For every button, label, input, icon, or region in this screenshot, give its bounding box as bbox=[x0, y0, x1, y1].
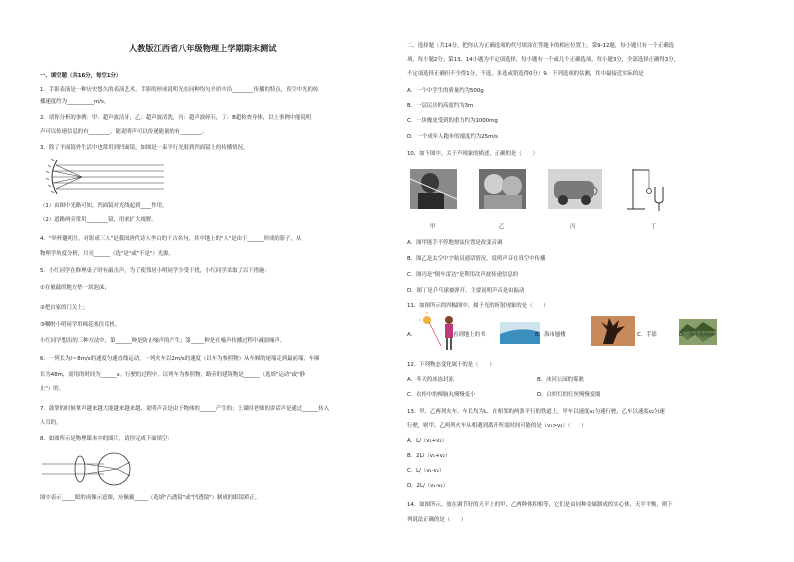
q10-label-yi: 乙 bbox=[499, 224, 505, 230]
q11-option-a-label: A． bbox=[407, 332, 417, 338]
q7-line2: 人耳的。 bbox=[40, 420, 62, 426]
section-choice-line3: 不定项选择正确但不全得1分，不选、多选或错选得0分）9．下列选项的估测，其中最接近实际的是 bbox=[407, 71, 644, 77]
concave-mirror-figure bbox=[42, 158, 167, 196]
q2-line2: 声可以传递信息的有________，能说明声可以传递能量的有________。 bbox=[40, 129, 208, 135]
q10-label-bing: 丙 bbox=[570, 224, 576, 230]
q5-item2: ②把自家的门关上； bbox=[40, 305, 88, 311]
q13-line1: 13．甲、乙两列火车，车长均为L，在相邻的两条平行的铁道上，甲车以速度v₁匀速行驶，乙车以速度v₂匀速 bbox=[407, 409, 665, 415]
section-fill-blank: 一、填空题（共16分，每空1分） bbox=[40, 73, 122, 79]
section-choice-line2: 项，每小题2分；第13、14小题为不定项选择，每小题有一个或几个正确选项，每小题3分，全部选择正确得3分， bbox=[407, 57, 679, 63]
q3-line1: 3．除了平面镜外生活中也常用到凹面镜，如图是一束平行光射到凹面镜上的传播情况。 bbox=[40, 145, 249, 151]
q4-line2: 物理学角度分析，月亮______（选"是"或"不是"）光源。 bbox=[40, 251, 174, 257]
q5-item1: ①在被敲的地方垫一块泡沫； bbox=[40, 285, 110, 291]
q13-option-d: D．2L/（v₁-v₂） bbox=[407, 483, 449, 489]
page-title: 人教版江西省八年级物理上学期期末测试 bbox=[129, 43, 277, 53]
q13-line2: 行驶，则甲、乙两列火车从相遇到离开所需时间可能的是（v₁>v₂）（ ） bbox=[407, 423, 587, 429]
q14-line2: 列说法正确的是（ ） bbox=[407, 517, 467, 523]
q8-line1: 8．如图所示是物理课本中的图片，请你完成下面填空： bbox=[40, 436, 173, 442]
q11-option-a-text: 看到地上的书 bbox=[453, 332, 486, 338]
q6-line3: 止"）的。 bbox=[40, 386, 65, 392]
q4-line1: 4．"举杯邀明月，对影成三人"是我国唐代诗人李白的千古名句，其中地上的"人"是由于______形成的影子，从 bbox=[40, 236, 302, 242]
q11-option-b-text: B．海市蜃楼 bbox=[535, 332, 566, 338]
q13-option-b: B．2L/（v₁+v₂） bbox=[407, 453, 451, 459]
q6-line1: 6．一列长为l＝8m/s的速度匀速直线运动，一列火车以2m/s的速度（以车为参照物）从车厢的尾端走到最前端，车厢 bbox=[40, 356, 320, 362]
astronauts-photo bbox=[479, 169, 526, 209]
q10-label-jia: 甲 bbox=[430, 224, 436, 230]
q10-option-a: A．图甲能手不停地按弦位置是改变音调 bbox=[407, 240, 503, 246]
q13-option-c: C．L/（v₁-v₂） bbox=[407, 468, 445, 474]
mirage-photo bbox=[500, 322, 540, 344]
q9-option-c: C．一块橡皮受到的重力约为1000mg bbox=[407, 118, 498, 124]
q3-sub2: （2）道路两旁常用________镜，用来扩大视野。 bbox=[40, 217, 157, 223]
car-radar-photo bbox=[548, 169, 602, 209]
q12-stem: 12．下列物态变化属于的是（ ） bbox=[407, 362, 495, 368]
q9-option-b: B．一层民房的高度约为3m bbox=[407, 103, 474, 109]
q1-line2: 播速度约为__________m/s。 bbox=[40, 99, 110, 105]
q5-item3: ③嘱咐小明同学用棉花塞住耳机。 bbox=[40, 322, 121, 328]
hand-shadow-photo bbox=[591, 316, 635, 346]
q5-line2: 小红同学想出的三种方法中，第______种是防止噪声的产生；第_____种是在噪声传播过程中减弱噪声。 bbox=[40, 338, 286, 344]
q10-label-ding: 丁 bbox=[651, 224, 657, 230]
q5-line1: 5．小红同学在修理桌子时有敲击声，为了使邻居小明同学少受干扰，小红同学采取了以下措施： bbox=[40, 268, 270, 274]
q12-option-a: A．冬天的冰冻封冻 bbox=[407, 377, 454, 383]
q13-option-a: A．L/（v₁+v₂） bbox=[407, 438, 447, 444]
q1-line1: 1．手影表演是一种历史悠久的表演艺术，手影的形成说明光在同种均匀介质中沿________传播的特点，真空中光的传 bbox=[40, 87, 319, 93]
q9-option-d: D．一个成年人跑步的速度约为25m/s bbox=[407, 134, 498, 140]
q10-option-c: C．图丙是"倒车雷达"是利用次声波传递信息的 bbox=[407, 272, 519, 278]
q10-option-d: D．图丁是乒乓球被弹开，主要说明声音是由振动 bbox=[407, 288, 525, 294]
q11-option-c-text: C．手影 bbox=[637, 332, 657, 338]
q10-option-b: B．图乙是太空中宇航员通话情况，说明声音在真空中传播 bbox=[407, 256, 546, 262]
q2-line1: 2．请你分析的事例：甲：超声波洁牙，乙：超声波清洗，丙：超声波碎石，丁：B超检查身体，以上事例中能说明 bbox=[40, 115, 312, 121]
q14-line1: 14．如图所示，放在调节好的天平上的甲、乙两种体积相等，它们是由同种金属制成的实心体，天平平衡，则下 bbox=[407, 502, 673, 508]
q10-stem: 10．如下图中，关于声现象的描述，正确的是（ ） bbox=[407, 151, 538, 157]
q12-option-d: D．白炽灯的灯丝慢慢变细 bbox=[537, 392, 601, 398]
q6-line2: 长为48m，需用的时间为______s。行驶的过程中，以列车为参照物，路旁的建筑物是______（选填"运动"或"静 bbox=[40, 372, 305, 378]
q11-option-d-text: D．水中的倒影 bbox=[679, 332, 716, 338]
q3-sub1: （1）由图中光路可知，凹面镜对光线起到____作用。 bbox=[40, 203, 168, 209]
eye-diagram bbox=[42, 452, 152, 486]
section-choice-line1: 二、选择题（共14分，把你认为正确选项的代号填涂在答题卡的相应位置上。第9-12题，每小题只有一个正确选 bbox=[407, 43, 675, 49]
q9-option-a: A．一个中学生的质量约为500g bbox=[407, 88, 484, 94]
q7-line1: 7．鼓掌的时候掌声越来越大能越来越来越，说明声音是由于物体的______产生的；上课时老师的讲话声是通过______传入 bbox=[40, 406, 330, 412]
violin-photo bbox=[410, 169, 457, 209]
q12-option-c: C．衣柜中的樟脑丸慢慢变小 bbox=[407, 392, 476, 398]
tuning-fork-figure bbox=[625, 165, 675, 213]
q12-option-b: B．冰河公园的雾凇 bbox=[537, 377, 584, 383]
q8-line2: 图中表示_____眼的成像示意图，应佩戴_____（选填"凸透镜"或"凹透镜"）制成的眼镜矫正。 bbox=[40, 495, 261, 501]
q11-stem: 11．如图所示的四幅图中，属于光的折射现象的是（ ） bbox=[407, 303, 549, 309]
